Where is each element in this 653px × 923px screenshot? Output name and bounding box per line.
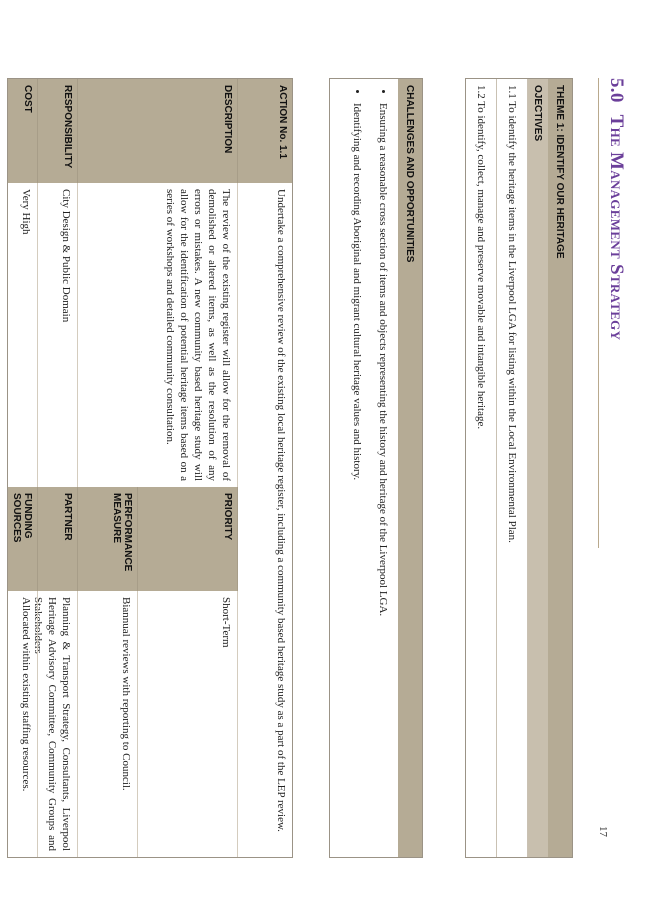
priority-label: PRIORITY <box>138 487 238 591</box>
responsibility-value: City Design & Public Domain <box>38 183 78 487</box>
description-label: DESCRIPTION <box>78 79 238 183</box>
title-divider <box>598 78 599 548</box>
description-text: The review of the existing register will allow for the removal of demolished or altered items, as well as the resolution of any errors or mistakes. A new community based heritage study will allow for the identification of potential heritage items based on a series of workshops and detailed community consultation. <box>78 183 238 487</box>
section-title: The Management Strategy <box>606 114 627 341</box>
page-number: 17 <box>597 826 609 837</box>
theme-header: THEME 1: IDENTIFY OUR HERITAGE <box>548 79 572 857</box>
cost-label: COST <box>8 79 38 183</box>
section-number: 5.0 <box>606 78 627 103</box>
list-item: • Ensuring a reasonable cross section of items and objects representing the history and heritage of the Liverpool LGA. <box>376 103 390 847</box>
theme-table <box>465 78 573 858</box>
funding-label: FUNDING SOURCES <box>8 487 38 591</box>
action-table <box>7 78 293 858</box>
objective-row: 1.1 To identify the heritage items in the Liverpool LGA for listing within the Local Environmental Plan. <box>497 79 528 857</box>
challenges-list <box>330 79 398 857</box>
challenges-header: CHALLENGES AND OPPORTUNITIES <box>398 79 422 857</box>
challenges-table <box>329 78 423 858</box>
cost-value: Very High <box>8 183 38 487</box>
objective-row: 1.2 To identify, collect, manage and preserve movable and intangible heritage. <box>466 79 497 857</box>
funding-value: Allocated within existing staffing resources. <box>8 591 38 857</box>
performance-label: PERFORMANCE MEASURE <box>78 487 138 591</box>
page-title <box>605 78 627 340</box>
partner-label: PARTNER <box>38 487 78 591</box>
performance-value: Biannual reviews with reporting to Council. <box>78 591 138 857</box>
list-item: • Identifying and recording Aboriginal and migrant cultural heritage values and history. <box>350 103 364 847</box>
action-text: Undertake a comprehensive review of the existing local heritage register, including a community based heritage study as a part of the LEP review. <box>275 189 287 832</box>
responsibility-label: RESPONSIBILITY <box>38 79 78 183</box>
objectives-header: OJECTIVES <box>528 79 548 857</box>
partner-value: Planning & Transport Strategy, Consultants, Liverpool Heritage Advisory Committee, Community Groups and Stakeholders <box>38 591 78 857</box>
action-label: ACTION No. 1.1 <box>238 79 292 183</box>
priority-value: Short-Term <box>138 591 238 857</box>
